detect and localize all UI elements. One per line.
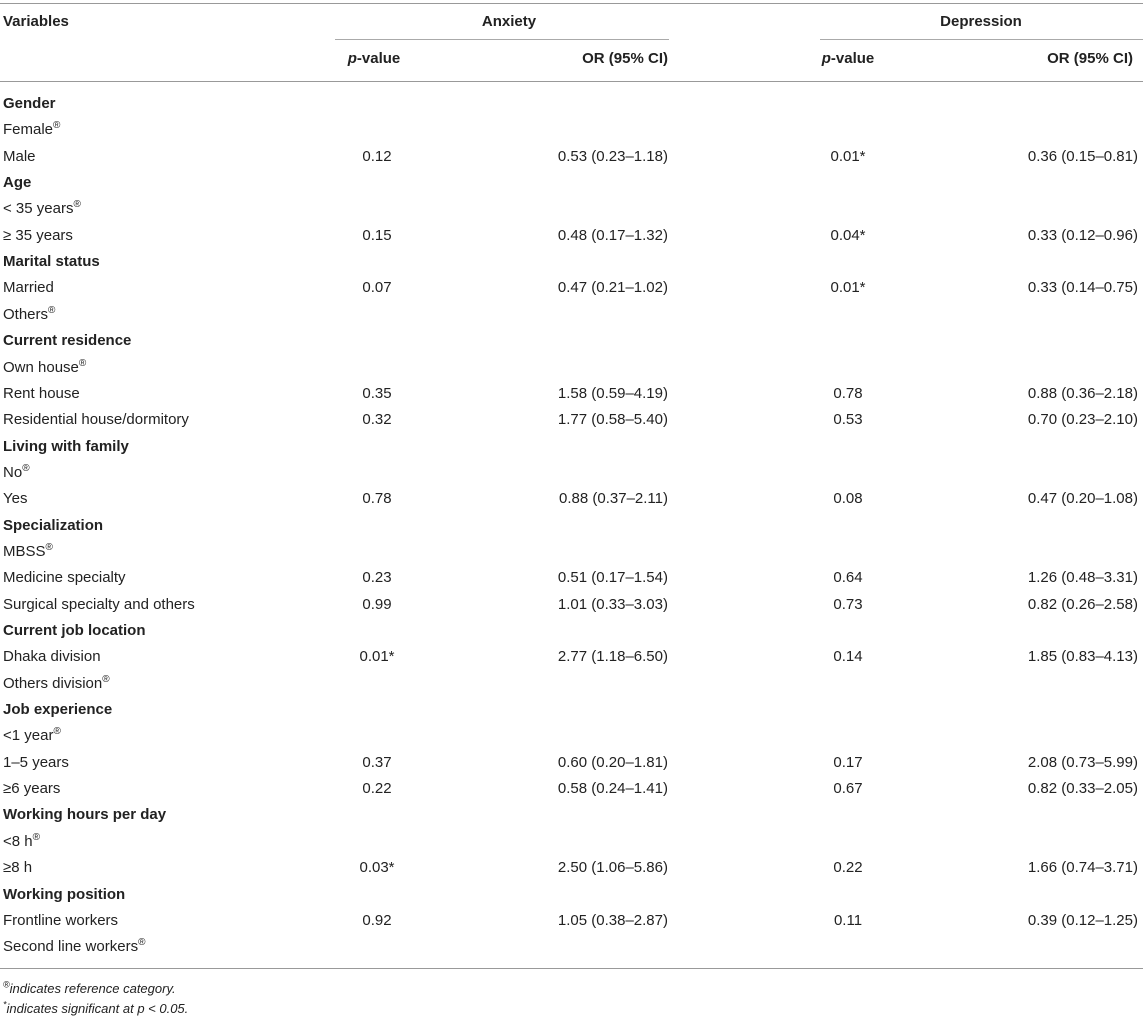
header-depression-pvalue: p-value	[821, 50, 875, 67]
depression-pvalue-cell: 0.08	[833, 490, 863, 507]
anxiety-or-cell: 0.58 (0.24–1.41)	[557, 780, 668, 797]
depression-pvalue-cell: 0.01*	[830, 279, 866, 296]
depression-pvalue-cell: 0.04*	[830, 227, 866, 244]
depression-or-cell: 0.47 (0.20–1.08)	[1027, 490, 1138, 507]
anxiety-pvalue-cell: 0.15	[362, 227, 392, 244]
header-depression: Depression	[940, 13, 1022, 30]
anxiety-pvalue-cell: 0.22	[362, 780, 392, 797]
footnote-reference: ®indicates reference category.	[3, 979, 176, 996]
reference-mark: ®	[32, 832, 40, 843]
depression-or-cell: 0.82 (0.26–2.58)	[1027, 596, 1138, 613]
row-label: Residential house/dormitory	[3, 411, 189, 428]
anxiety-or-cell: 0.51 (0.17–1.54)	[557, 569, 668, 586]
section-heading: Job experience	[3, 701, 113, 718]
row-label: Second line workers®	[3, 937, 146, 955]
row-label: Yes	[3, 490, 28, 507]
row-label: Dhaka division	[3, 648, 101, 665]
anxiety-pvalue-cell: 0.01*	[359, 648, 395, 665]
anxiety-pvalue-cell: 0.78	[362, 490, 392, 507]
depression-pvalue-cell: 0.01*	[830, 148, 866, 165]
anxiety-or-cell: 1.58 (0.59–4.19)	[557, 385, 668, 402]
reference-mark: ®	[53, 726, 61, 737]
reference-mark: ®	[73, 199, 81, 210]
section-heading: Living with family	[3, 438, 129, 455]
depression-pvalue-cell: 0.11	[833, 912, 863, 929]
anxiety-or-cell: 2.50 (1.06–5.86)	[557, 859, 668, 876]
row-label: Rent house	[3, 385, 80, 402]
row-label: Others®	[3, 305, 56, 323]
footnote-significance: *indicates significant at p < 0.05.	[3, 999, 189, 1016]
anxiety-pvalue-cell: 0.37	[362, 754, 392, 771]
anxiety-or-cell: 1.05 (0.38–2.87)	[557, 912, 668, 929]
anxiety-or-cell: 0.47 (0.21–1.02)	[557, 279, 668, 296]
depression-or-cell: 0.39 (0.12–1.25)	[1027, 912, 1138, 929]
row-label: Others division®	[3, 674, 110, 692]
anxiety-or-cell: 2.77 (1.18–6.50)	[557, 648, 668, 665]
depression-or-cell: 1.85 (0.83–4.13)	[1027, 648, 1138, 665]
anxiety-pvalue-cell: 0.07	[362, 279, 392, 296]
header-anxiety: Anxiety	[481, 13, 537, 30]
depression-or-cell: 0.33 (0.14–0.75)	[1027, 279, 1138, 296]
anxiety-pvalue-cell: 0.99	[362, 596, 392, 613]
depression-pvalue-cell: 0.53	[833, 411, 863, 428]
reference-mark: ®	[48, 305, 56, 316]
depression-pvalue-cell: 0.17	[833, 754, 863, 771]
row-label: ≥8 h	[3, 859, 33, 876]
row-label: 1–5 years	[3, 754, 69, 771]
reference-mark: ®	[3, 979, 10, 990]
header-variables: Variables	[3, 13, 69, 30]
header-bottom-rule	[0, 81, 1143, 82]
row-label: Surgical specialty and others	[3, 596, 195, 613]
reference-mark: ®	[22, 463, 30, 474]
row-label: ≥6 years	[3, 780, 61, 797]
reference-mark: ®	[78, 358, 87, 369]
table-top-rule	[0, 3, 1143, 4]
row-label: ≥ 35 years	[3, 227, 73, 244]
depression-or-cell: 0.33 (0.12–0.96)	[1027, 227, 1138, 244]
section-heading: Current residence	[3, 332, 132, 349]
row-label: Medicine specialty	[3, 569, 126, 586]
header-anxiety-or: OR (95% CI)	[582, 50, 668, 67]
anxiety-group-rule	[335, 39, 669, 40]
header-anxiety-pvalue: p-value	[347, 50, 401, 67]
anxiety-or-cell: 1.77 (0.58–5.40)	[557, 411, 668, 428]
anxiety-pvalue-cell: 0.92	[362, 912, 392, 929]
depression-pvalue-cell: 0.67	[833, 780, 863, 797]
row-label: MBSS®	[3, 542, 53, 560]
row-label: No®	[3, 463, 30, 481]
reference-mark: ®	[45, 542, 53, 553]
row-label: < 35 years®	[3, 199, 81, 217]
table-bottom-rule	[0, 968, 1143, 969]
anxiety-or-cell: 0.53 (0.23–1.18)	[557, 148, 668, 165]
anxiety-pvalue-cell: 0.03*	[359, 859, 395, 876]
row-label: Male	[3, 148, 36, 165]
reference-mark: ®	[102, 674, 110, 685]
section-heading: Current job location	[3, 622, 146, 639]
depression-group-rule	[820, 39, 1143, 40]
depression-pvalue-cell: 0.78	[833, 385, 863, 402]
anxiety-pvalue-cell: 0.23	[362, 569, 392, 586]
depression-pvalue-cell: 0.64	[833, 569, 863, 586]
depression-or-cell: 0.82 (0.33–2.05)	[1027, 780, 1138, 797]
depression-or-cell: 1.26 (0.48–3.31)	[1027, 569, 1138, 586]
section-heading: Working hours per day	[3, 806, 167, 823]
depression-or-cell: 1.66 (0.74–3.71)	[1027, 859, 1138, 876]
row-label: Frontline workers	[3, 912, 119, 929]
anxiety-pvalue-cell: 0.12	[362, 148, 392, 165]
reference-mark: ®	[138, 937, 146, 948]
section-heading: Specialization	[3, 517, 104, 534]
row-label: <1 year®	[3, 726, 61, 744]
reference-mark: ®	[53, 120, 61, 131]
anxiety-pvalue-cell: 0.35	[362, 385, 392, 402]
anxiety-or-cell: 0.60 (0.20–1.81)	[557, 754, 668, 771]
row-label: <8 h®	[3, 832, 40, 850]
anxiety-or-cell: 0.88 (0.37–2.11)	[559, 490, 668, 507]
section-heading: Working position	[3, 886, 126, 903]
anxiety-pvalue-cell: 0.32	[362, 411, 392, 428]
depression-or-cell: 2.08 (0.73–5.99)	[1027, 754, 1138, 771]
header-depression-or: OR (95% CI)	[1047, 50, 1133, 67]
section-heading: Marital status	[3, 253, 100, 270]
depression-pvalue-cell: 0.22	[833, 859, 863, 876]
anxiety-or-cell: 0.48 (0.17–1.32)	[557, 227, 668, 244]
depression-pvalue-cell: 0.14	[833, 648, 863, 665]
section-heading: Gender	[3, 95, 56, 112]
row-label: Married	[3, 279, 54, 296]
depression-pvalue-cell: 0.73	[833, 596, 863, 613]
depression-or-cell: 0.70 (0.23–2.10)	[1027, 411, 1138, 428]
depression-or-cell: 0.36 (0.15–0.81)	[1027, 148, 1138, 165]
depression-or-cell: 0.88 (0.36–2.18)	[1027, 385, 1138, 402]
row-label: Female®	[3, 120, 61, 138]
row-label: Own house®	[3, 358, 87, 376]
anxiety-or-cell: 1.01 (0.33–3.03)	[557, 596, 668, 613]
section-heading: Age	[3, 174, 32, 191]
